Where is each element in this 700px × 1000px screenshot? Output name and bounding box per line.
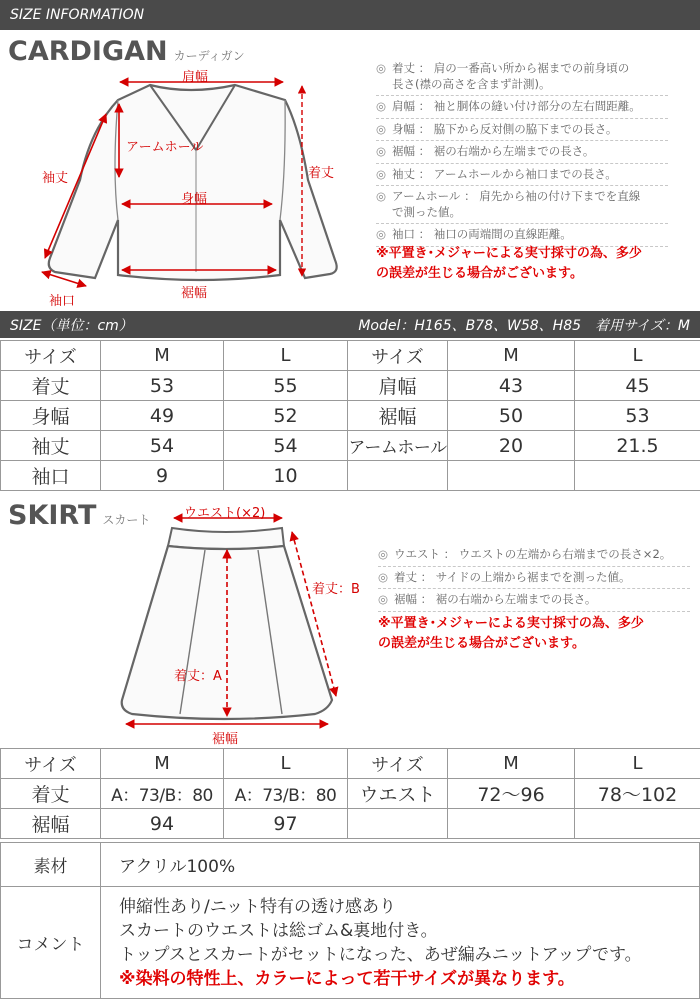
table-row: 裾幅 94 97 (1, 809, 700, 839)
label-kitake-b: 着丈：B (312, 582, 360, 597)
material-value: アクリル100% (101, 843, 700, 887)
note-waist: ◎ ウエスト ： ウエストの左端から右端までの長さ×2。 (378, 544, 690, 567)
comment-line: トップスとスカートがセットになった、あぜ編みニットアップです。 (119, 944, 642, 965)
table-row: 身幅 49 52 裾幅 50 53 (1, 401, 700, 431)
note-kitake: ◎ 着丈 ： サイドの上端から裾までを測った値。 (378, 567, 690, 590)
note-susohaba: ◎ 裾幅 ： 裾の右端から左端までの長さ。 (378, 589, 690, 612)
model-info: Model：H165、B78、W58、H85 着用サイズ：M (358, 317, 690, 334)
label-armhole: アームホール (126, 140, 204, 155)
material-row (1, 843, 700, 887)
label-kitake-a: 着丈：A (174, 669, 222, 684)
table-row: 袖口 9 10 (1, 461, 700, 491)
table-row: 着丈 A：73/B：80 A：73/B：80 ウエスト 72〜96 78〜102 (1, 779, 700, 809)
comment-row (1, 887, 700, 999)
table-header-row: サイズ M L サイズ M L (1, 341, 700, 371)
note-mihaba: ◎ 身幅 ： 脇下から反対側の脇下までの長さ。 (376, 119, 668, 142)
skirt-warning: ※平置き･メジャーによる実寸採寸の為、多少 の誤差が生じる場合がございます。 (378, 616, 644, 651)
skirt-diagram (110, 510, 370, 750)
label-kitake: 着丈 (308, 166, 335, 181)
note-katahaba: ◎ 肩幅 ： 袖と胴体の縫い付け部分の左右間距離。 (376, 96, 668, 119)
cardigan-warning: ※平置き･メジャーによる実寸採寸の為、多少 の誤差が生じる場合がございます。 (376, 246, 642, 281)
skirt-title-jp: スカート (102, 513, 151, 527)
note-sodetake: ◎ 袖丈 ： アームホールから袖口までの長さ。 (376, 164, 668, 187)
header-title: SIZE INFORMATION (10, 7, 145, 23)
note-kitake: ◎ 着丈 ： 肩の一番高い所から裾までの前身頃の 長さ(襟の高さを含まず計測)。 (376, 58, 668, 96)
label-susohaba: 裾幅 (181, 286, 208, 301)
note-susohaba: ◎ 裾幅 ： 裾の右端から左端までの長さ。 (376, 141, 668, 164)
table-row: 着丈 53 55 肩幅 43 45 (1, 371, 700, 401)
material-comment-table (0, 842, 700, 999)
note-armhole: ◎ アームホール ： 肩先から袖の付け下までを直線 で測った値。 (376, 186, 668, 224)
comment-warning: ※染料の特性上、カラーによって若干サイズが異なります。 (119, 968, 575, 989)
size-unit-label: SIZE（単位：cm） (10, 317, 133, 334)
size-bar (0, 311, 700, 338)
material-label: 素材 (1, 843, 101, 887)
comment-value (101, 887, 700, 999)
table-header-row: サイズ M L サイズ M L (1, 749, 700, 779)
note-sodeguchi: ◎ 袖口 ： 袖口の両端間の直線距離。 (376, 224, 668, 247)
cardigan-title-jp: カーディガン (173, 49, 245, 63)
cardigan-notes (376, 58, 668, 247)
label-waist: ウエスト(×2) (184, 506, 266, 521)
skirt-size-table (0, 748, 700, 839)
comment-line: 伸縮性あり/ニット特有の透け感あり (119, 896, 397, 917)
cardigan-title-en: CARDIGAN (8, 36, 168, 67)
size-information-header (0, 0, 700, 30)
skirt-notes (378, 544, 690, 612)
table-row: 袖丈 54 54 アームホール 20 21.5 (1, 431, 700, 461)
comment-label: コメント (1, 887, 101, 999)
label-sodeguchi: 袖口 (49, 294, 76, 309)
label-mihaba: 身幅 (181, 192, 208, 207)
cardigan-size-table (0, 340, 700, 491)
comment-line: スカートのウエストは総ゴム&裏地付き。 (119, 920, 438, 941)
label-katahaba: 肩幅 (182, 70, 209, 85)
label-skirt-susohaba: 裾幅 (212, 732, 239, 747)
skirt-title-en: SKIRT (8, 500, 97, 531)
label-sodetake: 袖丈 (42, 171, 69, 186)
